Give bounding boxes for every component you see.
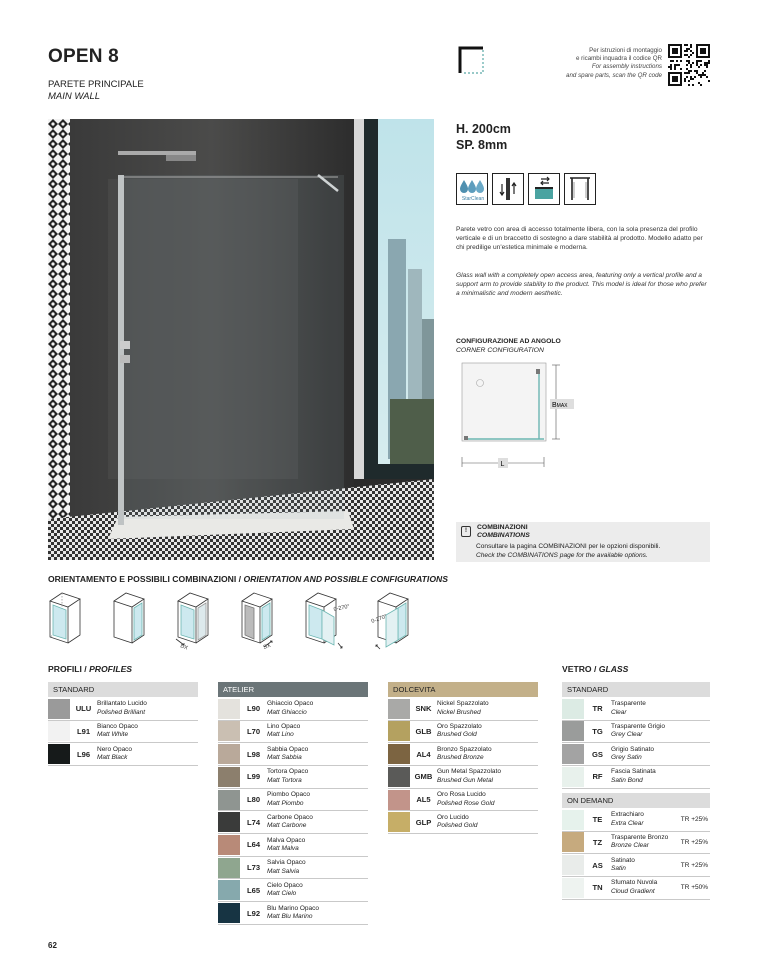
glass-code: TR (592, 704, 603, 714)
finish-swatch (388, 767, 410, 787)
profile-row (48, 721, 198, 744)
glass-row (562, 877, 710, 900)
finish-names: Nickel Spazzolato Nickel Brushed (437, 700, 489, 716)
starclean-drops-icon: StarClean (456, 173, 488, 205)
angle-label: 0-270° (333, 603, 351, 613)
profile-row (48, 743, 198, 766)
finish-swatch (218, 880, 240, 900)
reversible-icon (492, 173, 524, 205)
glass-code: TZ (592, 837, 603, 847)
finish-code: L96 (76, 749, 91, 759)
profile-group-header: ATELIER (218, 682, 368, 697)
glass-names: Fascia Satinata Satin Bond (611, 768, 656, 784)
finish-swatch (388, 699, 410, 719)
dx-label: DX (179, 643, 189, 652)
finish-names: Sabbia Opaco Matt Sabbia (267, 745, 309, 762)
profiles-title: PROFILI / PROFILES (48, 664, 133, 674)
glass-names: Satinato Satin (611, 856, 635, 873)
finish-code: GLP (415, 817, 432, 827)
subtitle-en: MAIN WALL (48, 91, 101, 102)
finish-swatch (388, 744, 410, 764)
finish-code: GLB (415, 726, 432, 736)
profile-row (218, 721, 368, 744)
glass-names: Trasparente Bronzo Bronze Clear (611, 834, 669, 850)
finish-code: L74 (246, 817, 261, 827)
profile-row (218, 743, 368, 766)
finish-swatch (218, 767, 240, 787)
glass-swatch (562, 832, 584, 852)
description-en: Glass wall with a completely open access area, featuring only a vertical profile and a support arm to provide stability to the product. This model is ideal for those who prefer a minimalistic and modern aesthetic. (456, 272, 707, 297)
glass-row (562, 743, 710, 766)
configuration-title-en: CORNER CONFIGURATION (456, 347, 544, 354)
orientation-diagrams (46, 589, 426, 651)
profile-row (218, 834, 368, 857)
profile-row (218, 880, 368, 903)
qr-instructions: Per istruzioni di montaggio e ricambi inquadra il codice QR For assembly instructions and spare parts, scan the QR code (566, 47, 662, 79)
glass-row (562, 809, 710, 832)
profile-row (218, 812, 368, 835)
profile-row (388, 766, 538, 789)
glass-swatch (562, 721, 584, 741)
finish-swatch (48, 721, 70, 741)
profile-row (48, 698, 198, 721)
finish-code: L90 (246, 704, 261, 714)
orientation-diagram (50, 593, 80, 643)
profile-group-header: STANDARD (48, 682, 198, 697)
finish-names: Ghiaccio Opaco Matt Ghiaccio (267, 700, 314, 716)
price-surcharge: TR +25% (680, 816, 708, 824)
finish-code: SNK (415, 704, 432, 714)
glass-title: VETRO / GLASS (562, 664, 629, 674)
finish-code: L98 (246, 749, 261, 759)
profile-row (388, 698, 538, 721)
profile-row (218, 789, 368, 812)
profile-group-header: DOLCEVITA (388, 682, 538, 697)
configuration-title-it: CONFIGURAZIONE AD ANGOLO (456, 338, 561, 345)
finish-names: Nero Opaco Matt Black (97, 745, 133, 762)
finish-code: L73 (246, 863, 261, 873)
glass-code: RF (592, 772, 603, 782)
finish-names: Bronzo Spazzolato Brushed Bronze (437, 745, 492, 762)
finish-names: Gun Metal Spazzolato Brushed Gun Metal (437, 768, 501, 784)
angle-label: 0-270° (370, 613, 388, 625)
combinations-box: ! COMBINAZIONI COMBINATIONS Consultare la pagina COMBINAZIONI per le opzioni disponibili. Check the COMBINATIONS page for the available options. (456, 522, 710, 562)
finish-swatch (388, 790, 410, 810)
glass-row (562, 698, 710, 721)
profile-row (218, 902, 368, 925)
finish-swatch (218, 790, 240, 810)
glass-row (562, 721, 710, 744)
glass-group-header: ON DEMAND (562, 793, 710, 808)
corner-configuration-diagram (456, 359, 576, 471)
glass-swatch (562, 699, 584, 719)
page-number: 62 (48, 941, 57, 950)
adjustable-icon (528, 173, 560, 205)
finish-swatch (48, 699, 70, 719)
orientation-title: ORIENTAMENTO E POSSIBILI COMBINAZIONI / ORIENTATION AND POSSIBLE CONFIGURATIONS (48, 574, 448, 584)
finish-names: Malva Opaco Matt Malva (267, 836, 306, 852)
finish-code: GMB (414, 772, 433, 782)
glass-code: AS (592, 860, 603, 870)
profile-row (218, 766, 368, 789)
glass-code: TN (592, 883, 603, 893)
finish-names: Bianco Opaco Matt White (97, 723, 138, 739)
finish-swatch (218, 903, 240, 923)
finish-code: L92 (246, 908, 261, 918)
finish-names: Salvia Opaco Matt Salvia (267, 859, 306, 875)
finish-swatch (218, 812, 240, 832)
price-surcharge: TR +25% (680, 861, 708, 869)
profile-row (388, 743, 538, 766)
finish-names: Oro Lucido Polished Gold (437, 813, 478, 830)
glass-row (562, 854, 710, 877)
orientation-diagram (176, 593, 208, 645)
l-label: L (500, 461, 505, 468)
finish-swatch (218, 744, 240, 764)
finish-code: L99 (246, 772, 261, 782)
finish-swatch (388, 721, 410, 741)
finish-names: Carbone Opaco Matt Carbone (267, 813, 313, 830)
sx-label: SX (262, 642, 272, 651)
glass-code: TG (592, 726, 603, 736)
subtitle-it: PARETE PRINCIPALE (48, 79, 144, 90)
finish-names: Oro Rosa Lucido Polished Rose Gold (437, 791, 495, 807)
finish-code: AL5 (416, 795, 431, 805)
glass-names: Trasparente Clear (611, 700, 646, 716)
finish-swatch (218, 835, 240, 855)
finish-code: L70 (246, 726, 261, 736)
finish-code: AL4 (416, 749, 431, 759)
price-surcharge: TR +25% (680, 838, 708, 846)
profile-row (218, 698, 368, 721)
glass-row (562, 832, 710, 855)
dimensions (456, 121, 511, 153)
description-it: Parete vetro con area di accesso totalmente libera, con la sola presenza del profilo verticale e di un braccetto di sostegno a dare stabilità al prodotto. Modello adatto per chi predilige un'estetica minimale e moderna. (456, 226, 703, 251)
profile-row (388, 721, 538, 744)
finish-names: Blu Marino Opaco Matt Blu Marino (267, 904, 320, 921)
orientation-diagram (242, 593, 272, 647)
b-max-label: BMAX (552, 402, 568, 409)
glass-code: TE (592, 815, 603, 825)
feature-icons (456, 173, 596, 205)
walk-in-frame-icon (458, 46, 484, 74)
glass-swatch (562, 744, 584, 764)
profile-row (388, 812, 538, 835)
finish-code: ULU (75, 704, 92, 714)
profile-row (218, 857, 368, 880)
glass-swatch (562, 810, 584, 830)
profile-row (388, 789, 538, 812)
finish-names: Brillantato Lucido Polished Brilliant (97, 700, 147, 716)
glass-code: GS (592, 749, 603, 759)
finish-code: L91 (76, 726, 91, 736)
finish-code: L64 (246, 840, 261, 850)
finish-names: Tortora Opaco Matt Tortora (267, 768, 309, 784)
qr-code[interactable] (668, 44, 710, 86)
orientation-diagram (114, 593, 144, 643)
glass-names: Extrachiaro Extra Clear (611, 811, 644, 827)
glass-names: Trasparente Grigio Grey Clear (611, 723, 665, 739)
glass-swatch (562, 878, 584, 898)
glass-row (562, 766, 710, 789)
finish-code: L65 (246, 885, 261, 895)
glass-names: Sfumato Nuvola Cloud Gradient (611, 879, 658, 895)
glass-swatch (562, 767, 584, 787)
glass-group-header: STANDARD (562, 682, 710, 697)
finish-swatch (388, 812, 410, 832)
finish-swatch (218, 858, 240, 878)
orientation-diagram (306, 593, 342, 648)
finish-names: Piombo Opaco Matt Piombo (267, 791, 310, 807)
thickness-value: SP. 8mm (456, 138, 508, 152)
finish-swatch (48, 744, 70, 764)
glass-swatch (562, 855, 584, 875)
glass-names: Grigio Satinato Grey Satin (611, 745, 654, 762)
finish-swatch (218, 721, 240, 741)
product-photo (48, 119, 434, 560)
page-title: OPEN 8 (48, 46, 119, 67)
frame-profile-icon (564, 173, 596, 205)
price-surcharge: TR +50% (680, 884, 708, 892)
finish-names: Cielo Opaco Matt Cielo (267, 881, 303, 898)
finish-names: Lino Opaco Matt Lino (267, 723, 301, 739)
finish-code: L80 (246, 795, 261, 805)
info-icon: ! (461, 526, 471, 537)
finish-names: Oro Spazzolato Brushed Gold (437, 723, 482, 739)
finish-swatch (218, 699, 240, 719)
height-value: H. 200cm (456, 122, 511, 136)
